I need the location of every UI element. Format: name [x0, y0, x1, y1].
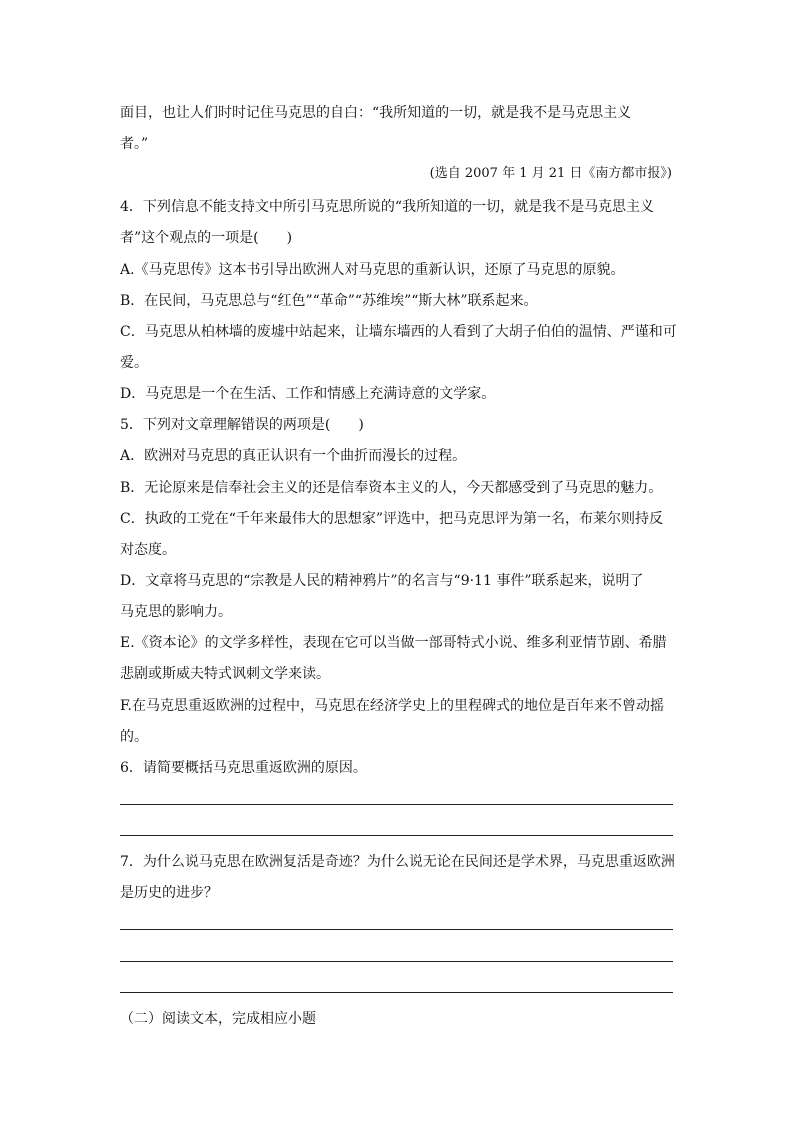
q5-option-c-line-1: C．执政的工党在“千年来最伟大的思想家”评选中，把马克思评为第一名，布莱尔则持反 [120, 511, 664, 527]
q5-option-f-line-2: 的。 [120, 729, 148, 745]
section-2-heading: （二）阅读文本，完成相应小题 [120, 1011, 316, 1027]
q5-option-e-line-1: E.《资本论》的文学多样性，表现在它可以当做一部哥特式小说、维多利亚情节剧、希腊 [120, 635, 667, 651]
q6-answer-line-1[interactable] [120, 804, 673, 805]
q7-stem-line-1: 7．为什么说马克思在欧洲复活是奇迹？为什么说无论在民间还是学术界，马克思重返欧洲 [120, 854, 675, 870]
q5-option-e-line-2: 悲剧或斯威夫特式讽刺文学来读。 [120, 666, 330, 682]
q4-option-b: B．在民间，马克思总与“红色”“革命”“苏维埃”“斯大林”联系起来。 [120, 293, 538, 309]
q4-option-c-line-2: 爱。 [120, 355, 148, 371]
q4-stem-line-1: 4．下列信息不能支持文中所引马克思所说的“我所知道的一切，就是我不是马克思主义 [120, 199, 655, 215]
q5-option-a: A．欧洲对马克思的真正认识有一个曲折而漫长的过程。 [120, 448, 467, 464]
q7-stem-line-2: 是历史的进步？ [120, 885, 218, 901]
q7-answer-line-1[interactable] [120, 929, 673, 930]
q4-option-c-line-1: C．马克思从柏林墙的废墟中站起来，让墙东墙西的人看到了大胡子伯伯的温情、严谨和可 [120, 324, 677, 340]
q4-option-d: D．马克思是一个在生活、工作和情感上充满诗意的文学家。 [120, 386, 496, 402]
q5-option-b: B．无论原来是信奉社会主义的还是信奉资本主义的人，今天都感受到了马克思的魅力。 [120, 480, 663, 496]
passage-line-1: 面目，也让人们时时记住马克思的自白：“我所知道的一切，就是我不是马克思主义 [120, 105, 632, 121]
q5-option-f-line-1: F.在马克思重返欧洲的过程中，马克思在经济学史上的里程碑式的地位是百年来不曾动摇 [120, 698, 664, 714]
q6-answer-line-2[interactable] [120, 835, 673, 836]
q7-answer-line-2[interactable] [120, 961, 673, 962]
q5-stem: 5．下列对文章理解错误的两项是( ) [120, 417, 364, 433]
q6-stem: 6．请简要概括马克思重返欧洲的原因。 [120, 760, 367, 776]
q5-option-d-line-1: D．文章将马克思的“宗教是人民的精神鸦片”的名言与“9·11 事件”联系起来，说明了 [120, 573, 644, 589]
q4-option-a: A.《马克思传》这本书引导出欧洲人对马克思的重新认识，还原了马克思的原貌。 [120, 262, 625, 278]
q4-stem-line-2: 者”这个观点的一项是( ) [120, 230, 293, 246]
q7-answer-line-3[interactable] [120, 992, 673, 993]
q5-option-c-line-2: 对态度。 [120, 542, 176, 558]
q5-option-d-line-2: 马克思的影响力。 [120, 604, 232, 620]
passage-line-2: 者。” [120, 136, 149, 152]
source-citation: (选自 2007 年 1 月 21 日《南方都市报》) [429, 166, 672, 181]
